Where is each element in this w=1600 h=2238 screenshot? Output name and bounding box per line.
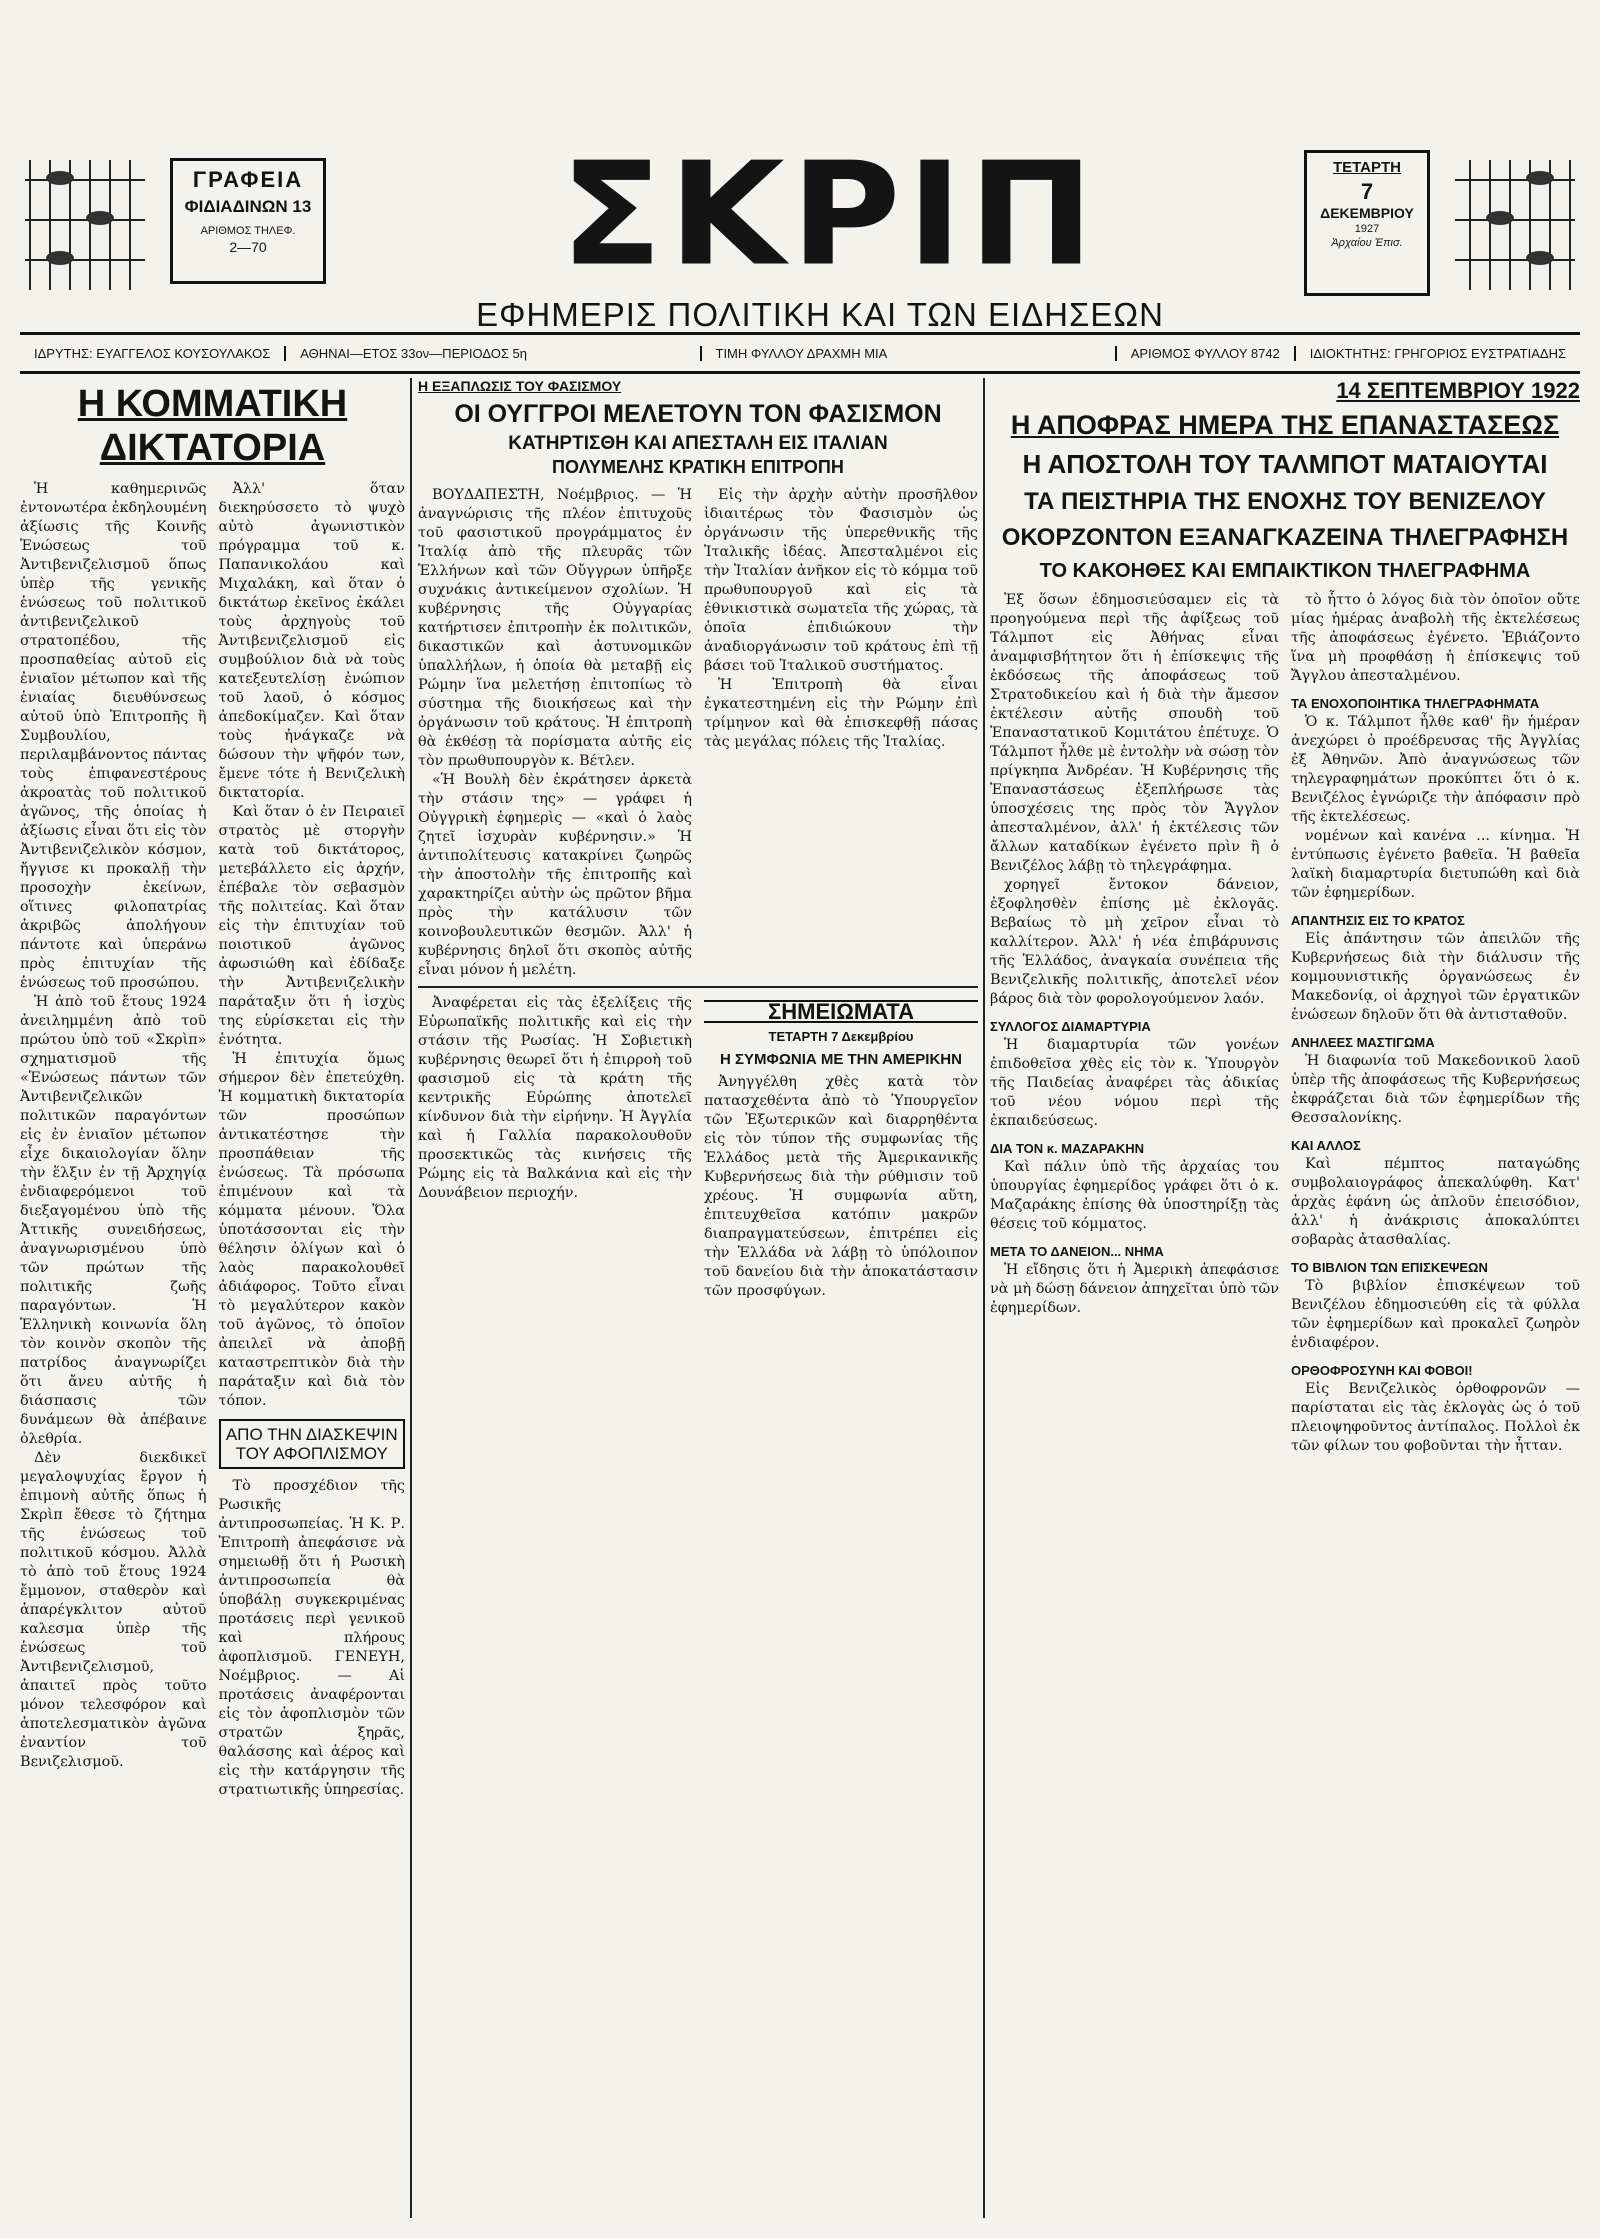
column-left [20,378,405,2218]
column-divider [410,378,412,2218]
article-talbot [990,591,1580,1456]
paragraph: «Ἡ Βουλὴ δὲν ἐκράτησεν ἀρκετὰ τὴν στάσιν της» — γράφει ἡ Οὐγγρικὴ ἐφημερὶς — «καὶ ὁ λαὸς ζητεῖ ἰσχυρὰν κυβέρνησιν.» Ἡ ἀντιπολίτευσις κατακρίνει ζωηρῶς τὴν ἀποστολὴν τῆς ἐπιτροπῆς καὶ χαρακτηρίζει αὐτὴν ὡς πρῶτον βῆμα πρὸς τὴν κατάλυσιν τῶν κοινοβουλευτικῶν θεσμῶν. Ἀλλ' ἡ κυβέρνησις δηλοῖ ὅτι σκοπὸς αὐτῆς εἶναι μόνον ἡ μελέτη. [418,772,692,978]
paragraph: Καὶ πάλιν ὑπὸ τῆς ἀρχαίας του ὑπουργίας ἐφημερίδος γράφει ὅτι ὁ κ. Μαζαράκης ἐπίσης θὰ ὑποστηρίξῃ τὰς θέσεις τοῦ κόμματος. [990,1159,1279,1232]
offices-label: ΓΡΑΦΕΙΑ [192,167,304,192]
subhead-telegrams: ΤΑ ΕΝΟΧΟΠΟΙΗΤΙΚΑ ΤΗΛΕΓΡΑΦΗΜΑΤΑ [1291,696,1540,711]
paragraph: ΒΟΥΔΑΠΕΣΤΗ, Νοέμβριος. — Ἡ ἀναγνώρισις τῆς πλέον ἐπιτυχοῦς τοῦ φασιστικοῦ προγράμματος ἐν Ἰταλίᾳ ἀπὸ τῆς πλευρᾶς τῶν Ἑλλήνων καὶ τῶν Οὔγγρων ὑπῆρξε συχνάκις ἀντικείμενον σχολίων. Ἡ κυβέρνησις τῆς Οὐγγαρίας κατήρτισεν ἐπιτροπὴν ἐκ πολιτικῶν, δικαστικῶν καὶ ἀστυνομικῶν ὑπαλλήλων, ἡ ὁποία θὰ μεταβῇ εἰς Ρώμην ἵνα μελετήσῃ ἐπιτοπίως τὸ σύστημα τῆς διοικήσεως καὶ τὴν ὀργάνωσιν τοῦ κράτους. Ἡ ἐπιτροπὴ θὰ ἐκθέσῃ τὰ πορίσματα αὐτῆς εἰς τὸν πρωθυπουργὸν κ. Βέτλεν. [418,487,692,769]
ornament-lamp-icon [1450,140,1580,300]
newspaper-subtitle: ΕΦΗΜΕΡΙΣ ΠΟΛΙΤΙΚΗ ΚΑΙ ΤΩΝ ΕΙΔΗΣΕΩΝ [476,296,1164,333]
masthead [20,120,1580,333]
paragraph: Καὶ ὅταν ὁ ἐν Πειραιεῖ στρατὸς μὲ στοργὴν κατὰ τοῦ δικτάτορος, μετεβάλλετο εἰς ἀρχήν, ἐπέβαλε τὸν σεβασμὸν τῆς πολιτείας. Καὶ ὅταν εἰς τὴν ἐπιτυχίαν τοῦ ποιοτικοῦ ἀγῶνος ἀφωσιώθη καὶ ἐδίδαξε τὴν Ἀντιβενιζελικὴν παράταξιν ὅτι ἡ ἰσχὺς της εὑρίσκεται εἰς τὴν ἑνότητα. [218,804,405,1048]
disarmament-head-1: ΑΠΟ ΤΗΝ ΔΙΑΣΚΕΨΙΝ [225,1425,398,1444]
ornament-lamp-icon [20,140,150,300]
paragraph: Ἀλλ' ὅταν διεκηρύσσετο τὸ ψυχὸ αὐτὸ ἀγωνιστικὸν πρόγραμμα τοῦ κ. Παπανικολάου καὶ Μιχαλάκη, καὶ ὅταν ὁ δικτάτωρ ἐκεῖνος ἐκάλει τοὺς ἀρχηγοὺς τοῦ Ἀντιβενιζελισμοῦ εἰς συμβούλιον διὰ νὰ τοὺς κατεξευτελίσῃ ἐνώπιον τοῦ λαοῦ, ὁ κόσμος ἀπεδοκίμαζεν. Καὶ ὅταν τοὺς ἠνάγκαζε νὰ δώσουν τὴν ψῆφόν των, ἔμενε τότε ἡ Βενιζελικὴ δικτατορία. [218,481,405,801]
date-head-1922: 14 ΣΕΠΤΕΜΒΡΙΟΥ 1922 [1336,378,1580,403]
subhead-flogging: ΑΝΗΛΕΕΣ ΜΑΣΤΙΓΩΜΑ [1291,1035,1435,1050]
paragraph: Ἡ ἀπὸ τοῦ ἔτους 1924 ἀνειλημμένη ἀπὸ τοῦ πρώτου ὑπὸ τοῦ «Σκρὶπ» σχηματισμοῦ τῆς «Ἑνώσεως πάντων τῶν Ἀντιβενιζελικῶν πολιτικῶν παραγόντων εἰς ἐν ἑνιαῖον μέτωπον εἶχε δικαιολογίαν ὅλην τὴν ἕλξιν ἐν τῇ Ἀρχηγίᾳ ἐνδιαφερόμενοι τοῦ διεξαγομένου ὑπὸ τῆς Ἀττικῆς συνειδήσεως, ἀναγνωρισμένου ὑπὸ τῶν πρώτων τῆς πολιτικῆς ζωῆς παραγόντων. Ἡ Ἑλληνικὴ κοινωνία ὅλη τὸν κοινὸν σκοπὸν τῆς πατρίδος ἀναγνωρίζει ὅτι ἄνευ αὐτῆς ἡ διάσπασις τῶν δυνάμεων θὰ ἀπέβαινε ὀλεθρία. [20,994,207,1447]
section-rule [418,986,978,988]
offices-address: ΦΙΔΙΑΔΙΝΩΝ 13 [184,197,312,216]
headline-revolution: Η ΑΠΟΦΡΑΣ ΗΜΕΡΑ ΤΗΣ ΕΠΑΝΑΣΤΑΣΕΩΣ [1010,410,1560,440]
subhead-commission: ΚΑΤΗΡΤΙΣΘΗ ΚΑΙ ΑΠΕΣΤΑΛΗ ΕΙΣ ΙΤΑΛΙΑΝ [508,433,888,454]
paragraph: χορηγεῖ ἔντοκον δάνειον, ἐξοφλησθὲν ἐπίσης μὲ ἐκλογᾶς. Βεβαίως τὸ μὴ χεῖρον εἶναι τὸ καλλίτερον. Ἀλλ' ἡ νέα ἐπιβάρυνσις τῆς Ἑλλάδος, ἀναγκαία συνέπεια τῆς Βενιζελικῆς πολιτικῆς, ἀποτελεῖ νέον βάρος διὰ τὸν φορολογούμενον λαόν. [990,877,1279,1007]
info-bar [20,332,1580,374]
subhead-orthodoxy: ΟΡΘΟΦΡΟΣΥΝΗ ΚΑΙ ΦΟΒΟΙ! [1291,1363,1473,1378]
paragraph: Ἡ διαμαρτυρία τῶν γονέων ἐπιδοθεῖσα χθὲς εἰς τὸν κ. Ὑπουργὸν τῆς Παιδείας ἀναφέρει τὰς ἀδικίας τοῦ νέου νόμου περὶ τῆς ἐκπαιδεύσεως. [990,1037,1279,1129]
notes-title: ΣΗΜΕΙΩΜΑΤΑ [704,1000,978,1023]
headline-dictatorship: Η ΚΟΜΜΑΤΙΚΗ ΔΙΚΤΑΤΟΡΙΑ [77,383,348,469]
column-middle [418,378,978,2218]
subhead-mazarakis: ΔΙΑ ΤΟΝ κ. ΜΑΖΑΡΑΚΗΝ [990,1141,1145,1156]
date-number: 7 [1360,178,1374,204]
newspaper-logo: ΣΚΡΙΠ [560,132,1100,298]
paragraph: Ἡ εἴδησις ὅτι ἡ Ἀμερικὴ ἀπεφάσισε νὰ μὴ δώσῃ δάνειον ἀπηχεῖται ὑπὸ τῶν ἐφημερίδων. [990,1262,1279,1316]
headline-telegraph: ΟΚΟΡΖΟΝΤΟΝ ΕΞΑΝΑΓΚΑΖΕΙΝΑ ΤΗΛΕΓΡΑΦΗΣΗ [1001,524,1569,551]
phone-label: ΑΡΙΘΜΟΣ ΤΗΛΕΦ. [200,225,296,237]
subhead-state-committee: ΠΟΛΥΜΕΛΗΣ ΚΡΑΤΙΚΗ ΕΠΙΤΡΟΠΗ [552,457,844,477]
subhead-visits-book: ΤΟ ΒΙΒΛΙΟΝ ΤΩΝ ΕΠΙΣΚΕΨΕΩΝ [1291,1260,1488,1275]
article-dictatorship [20,480,405,1800]
column-divider [983,378,985,2218]
subhead-another: ΚΑΙ ΑΛΛΟΣ [1291,1138,1361,1153]
paragraph: Τὸ προσχέδιον τῆς Ρωσικῆς ἀντιπροσωπείας. Ἡ Κ. Ρ. Ἐπιτροπὴ ἀπεφάσισε νὰ σημειωθῇ ὅτι ἡ Ρωσικὴ ἀντιπροσωπεία θὰ ὑποβάλῃ συγκεκριμένας προτάσεις περὶ γενικοῦ καὶ πλήρους ἀφοπλισμοῦ. ΓΕΝΕΥΗ, Νοέμβριος. — Αἱ προτάσεις ἀναφέρονται εἰς τὸν ἀφοπλισμὸν τῶν στρατῶν ξηρᾶς, θαλάσσης καὶ ἀέρος καὶ εἰς τὴν κατάργησιν τῆς στρατιωτικῆς ὑπηρεσίας. [218,1478,405,1798]
paragraph: Εἰς ἀπάντησιν τῶν ἀπειλῶν τῆς Κυβερνήσεως διὰ τὴν διάλυσιν τῆς κομμουνιστικῆς ὀργανώσεως ἐν Μακεδονίᾳ, οἱ ἀρχηγοὶ τῶν ἐργατικῶν ἑνώσεων δηλοῦν ὅτι θὰ ἀντισταθοῦν. [1291,931,1580,1023]
paragraph: Ἀναφέρεται εἰς τὰς ἐξελίξεις τῆς Εὐρωπαϊκῆς πολιτικῆς καὶ εἰς τὴν στάσιν τῆς Ρωσίας. Ἡ Σοβιετικὴ κυβέρνησις θεωρεῖ ὅτι ἡ ἐπιρροὴ τοῦ φασισμοῦ εἰς τὰ κράτη τῆς κεντρικῆς Εὐρώπης ἀποτελεῖ κίνδυνον διὰ τὴν εἰρήνην. Ἡ Ἀγγλία καὶ ἡ Γαλλία παρακολουθοῦν προσεκτικῶς τὰς κινήσεις τῆς Ρώμης εἰς τὰ Βαλκάνια καὶ εἰς τὴν Δουνάβειον περιοχήν. [418,995,692,1201]
headline-malicious: ΤΟ ΚΑΚΟΗΘΕΣ ΚΑΙ ΕΜΠΑΙΚΤΙΚΟΝ ΤΗΛΕΓΡΑΦΗΜΑ [1039,560,1531,582]
column-right [990,378,1580,2218]
price: ΤΙΜΗ ΦΥΛΛΟΥ ΔΡΑΧΜΗ ΜΙΑ [702,346,1117,361]
article-foreign [418,994,978,1301]
headline-venizelos: ΤΑ ΠΕΙΣΤΗΡΙΑ ΤΗΣ ΕΝΟΧΗΣ ΤΟΥ ΒΕΝΙΖΕΛΟΥ [1024,488,1546,515]
paragraph: Ἡ διαφωνία τοῦ Μακεδονικοῦ λαοῦ ὑπὲρ τῆς ἀποφάσεως τῆς Κυβερνήσεως ἐκφράζεται διὰ τῶν ἐφημερίδων τῆς Θεσσαλονίκης. [1291,1053,1580,1126]
place-year: ΑΘΗΝΑΙ—ΕΤΟΣ 33ον—ΠΕΡΙΟΔΟΣ 5η [286,346,701,361]
paragraph: Ἡ ἐπιτυχία ὅμως σήμερον δὲν ἐπετεύχθη. Ἡ κομματικὴ δικτατορία τῶν προσώπων ἀντικατέστησε τὴν προσπάθειαν τῆς ἐνώσεως. Τὰ πρόσωπα ἐπιμένουν καὶ τὰ κόμματα μένουν. Ὅλα ὑποτάσσονται εἰς τὴν θέλησιν ὀλίγων καὶ ὁ λαὸς παρακολουθεῖ ἀδιάφορος. Τοῦτο εἶναι τὸ μεγαλύτερον κακὸν τοῦ ἀγῶνος, τὸ ὁποῖον ἀπειλεῖ νὰ ἀποβῇ καταστρεπτικὸν διὰ τὴν παράταξιν καὶ διὰ τὸν τόπον. [218,1051,405,1409]
disarmament-box [219,1419,406,1469]
date-day: ΤΕΤΑΡΤΗ [1332,159,1402,176]
headline-hungarians: ΟΙ ΟΥΓΓΡΟΙ ΜΕΛΕΤΟΥΝ ΤΟΝ ΦΑΣΙΣΜΟΝ [454,400,942,428]
founder: ΙΔΡΥΤΗΣ: ΕΥΑΓΓΕΛΟΣ ΚΟΥΣΟΥΛΑΚΟΣ [20,346,286,361]
notes-headline: Η ΣΥΜΦΩΝΙΑ ΜΕ ΤΗΝ ΑΜΕΡΙΚΗΝ [720,1051,962,1068]
phone-number: 2—70 [229,239,267,255]
paragraph: Ἀνηγγέλθη χθὲς κατὰ τὸν πατασχεθέντα ἀπὸ τὸ Ὑπουργεῖον τῶν Ἐξωτερικῶν καὶ διαρρηθέντα εἰς τὸν τύπον τῆς συμφωνίας τῆς Ἑλλάδος μετὰ τῆς Ἀμερικανικῆς Κυβερνήσεως διὰ τὴν ρύθμισιν τοῦ χρέους. Ἡ συμφωνία αὕτη, ἐπιτευχθεῖσα κατόπιν μακρῶν διαπραγματεύσεων, ἐπιτρέπει εἰς τὴν Ἑλλάδα νὰ λάβῃ τὸ ὑπόλοιπον τοῦ δανείου διὰ τὴν ἀποκατάστασιν τῶν προσφύγων. [704,1074,978,1299]
headline-talbot: Η ΑΠΟΣΤΟΛΗ ΤΟΥ ΤΑΛΜΠΟΤ ΜΑΤΑΙΟΥΤΑΙ [1022,449,1548,479]
kicker-fascism: Η ΕΞΑΠΛΩΣΙΣ ΤΟΥ ΦΑΣΙΣΜΟΥ [418,378,622,394]
subhead-loan: ΜΕΤΑ ΤΟ ΔΑΝΕΙΟΝ... ΝΗΜΑ [990,1244,1164,1259]
article-hungarians [418,486,978,980]
paragraph: Καὶ πέμπτος παταγώδης συμβολαιογράφος ἀπεκαλύφθη. Κατ' ἀρχὰς ἐφάνη ὡς ἀπλοῦν ἐπεισόδιον, ἀλλ' ἡ ἀνάκρισις ἀποκαλύπτει σοβαρὰς ἀτασθαλίας. [1291,1156,1580,1248]
date-year: 1927 [1354,222,1380,235]
paragraph: Τὸ βιβλίον ἐπισκέψεων τοῦ Βενιζέλου ἐδημοσιεύθη εἰς τὰ φύλλα τῶν ἐφημερίδων καὶ προκαλεῖ ζωηρὸν ἐνδιαφέρον. [1291,1278,1580,1351]
date-box [1304,150,1430,296]
offices-box [170,158,326,284]
owner: ΙΔΙΟΚΤΗΤΗΣ: ΓΡΗΓΟΡΙΟΣ ΕΥΣΤΡΑΤΙΑΔΗΣ [1309,345,1567,361]
subhead-reply: ΑΠΑΝΤΗΣΙΣ ΕΙΣ ΤΟ ΚΡΑΤΟΣ [1291,913,1465,928]
paragraph: νομένων καὶ κανένα ... κίνημα. Ἡ ἐντύπωσις ἐγένετο βαθεῖα. Ἡ βαθεῖα λαϊκὴ διαμαρτυρία διετυπώθη καὶ διὰ τῶν ἐφημερίδων. [1291,828,1580,901]
paragraph: Εἰς Βενιζελικὸς ὀρθοφρονῶν — παρίσταται εἰς τὰς ἐκλογὰς ὡς ὁ τοῦ πλειοψηφοῦντος ἀντίπαλος. Πολλοὶ ἐκ τῶν φίλων του φοβοῦνται τὴν ἧτταν. [1291,1381,1580,1454]
issue-number: ΑΡΙΘΜΟΣ ΦΥΛΛΟΥ 8742 [1117,346,1296,361]
paragraph: Ἡ Ἐπιτροπὴ θὰ εἶναι ἐγκατεστημένη εἰς τὴν Ρώμην ἐπὶ τρίμηνον καὶ θὰ ἐπισκεφθῇ πάσας τὰς μεγάλας πόλεις τῆς Ἰταλίας. [704,677,978,750]
notes-date: ΤΕΤΑΡΤΗ 7 Δεκεμβρίου [768,1029,914,1044]
paragraph: Εἰς τὴν ἀρχὴν αὐτὴν προσῆλθον ἰδιαιτέρως τὸν Φασισμὸν ὡς ὀργάνωσιν τῆς ὑπερεθνικῆς τῆς Ἰταλικῆς ἰδέας. Ἀπεσταλμένοι εἰς τὴν Ἰταλίαν ἀνῆκον εἰς τὸ κόμμα τοῦ πρωθυπουργοῦ καὶ εἰς τὰ ἐθνικιστικὰ σωματεῖα τῆς χώρας, τὰ ὁποῖα ἐπιδιώκουν τὴν ἀναδιοργάνωσιν τοῦ κράτους ἐπὶ τῇ βάσει τοῦ Ἰταλικοῦ συστήματος. [704,487,978,674]
subhead-protest: ΣΥΛΛΟΓΟΣ ΔΙΑΜΑΡΤΥΡΙΑ [990,1019,1151,1034]
paragraph: τὸ ἧττο ὁ λόγος διὰ τὸν ὁποῖον οὔτε μίας ἡμέρας ἀναβολὴ τῆς ἐκτελέσεως τῆς ἀποφάσεως ἐγένετο. Ἐβιάζοντο ἵνα μὴ προφθάσῃ ἡ ἐπίσκεψις τοῦ Ἄγγλου ἀπεσταλμένου. [1291,592,1580,684]
paragraph: Δὲν διεκδικεῖ μεγαλοψυχίας ἔργον ἡ ἐπιμονὴ αὐτῆς ὅπως ἡ Σκρὶπ ἔθεσε τὸ ζήτημα τῆς ἑνώσεως τοῦ πολιτικοῦ κόσμου. Ἀλλὰ τὸ ἀπὸ τοῦ ἔτους 1924 ἔμμονον, σταθερὸν καὶ ἀπαρέγκλιτον αὐτοῦ καλεσμα ὑπὲρ τῆς ἑνώσεως τοῦ Ἀντιβενιζελισμοῦ, ἀπαιτεῖ πρὸς τοῦτο μόνον τελεσφόρον καὶ ἀποτελεσματικὸν ἀγῶνα ἐναντίον τοῦ Βενιζελισμοῦ. [20,1450,207,1770]
paragraph: Ἐξ ὅσων ἐδημοσιεύσαμεν εἰς τὰ προηγούμενα περὶ τῆς ἀφίξεως τοῦ Τάλμποτ εἰς Ἀθήνας εἶναι ἀναμφισβήτητον ὅτι ἡ ἐπίσκεψις τῆς ἐκδόσεως τῆς ἀποφάσεως τοῦ Στρατοδικείου καὶ ἡ διὰ τὴν ἄμεσον ἐκτέλεσιν αὐτῆς σπουδὴ τοῦ Ἐπαναστατικοῦ Κομιτάτου ἐπέτυχε. Ὁ Τάλμποτ ἦλθε μὲ ἐντολὴν νὰ σώσῃ τὸν πρίγκηπα Ἀνδρέαν. Ἡ Κυβέρνησις τῆς Ἐπαναστάσεως ἐξεπλήρωσε τὰς ὑποσχέσεις της πρὸς τὸν Ἄγγλον ἀπεσταλμένον, ἀλλ' ἡ ἐκτέλεσις τῶν ἄλλων καταδίκων ἐγένετο πρὶν ἢ ὁ Βενιζέλος λάβῃ τὸ τηλεγράφημα. [990,592,1279,874]
paragraph: Ὁ κ. Τάλμποτ ἦλθε καθ' ἣν ἡμέραν ἀνεχώρει ὁ προέδρευσας τῆς Ἀγγλίας ἐξ Ἀθηνῶν. Ἀπὸ ἀναγνώσεως τῶν τηλεγραφημάτων προκύπτει ὅτι ὁ κ. Βενιζέλος ἐγνώριζε τὴν ἀπόφασιν πρὸ τῆς ἐκτελέσεως. [1291,714,1580,825]
date-note: Ἀρχαίου Ἐπισ. [1331,236,1403,249]
disarmament-head-2: ΤΟΥ ΑΦΟΠΛΙΣΜΟΥ [235,1444,388,1463]
date-month: ΔΕΚΕΜΒΡΙΟΥ [1320,205,1414,222]
paragraph: Ἡ καθημερινῶς ἐντονωτέρα ἐκδηλουμένη ἀξίωσις τῆς Κοινῆς Ἑνώσεως τοῦ Ἀντιβενιζελισμοῦ ὅπως ὑπὲρ τῆς γενικῆς ἑνώσεως τοῦ πολιτικοῦ ἀντιβενιζελικοῦ στρατοπέδου, τῆς προσπαθείας αὐτοῦ εἰς ἐνιαῖον μέτωπον καὶ τῆς ἑνιαίας διευθύνσεως αὐτοῦ ὑπὸ Ἐπιτροπῆς ἢ Συμβουλίου, περιλαμβάνοντος πάντας τοὺς ἐπιφανεστέρους ἀκροατὰς τοῦ πολιτικοῦ ἀγῶνος, τῆς ὁποίας ἡ ἀξίωσις εἶναι ὅτι εἰς τὸν Ἀντιβενιζελικὸν κόσμον, ἤγγισε κι προκαλῇ τὴν προσοχὴν ἐκείνων, οἵτινες φιλοπατρίας ἀκριβῶς ἀπολήγουν πάντοτε καὶ ὑπεράνω πρὸς ἐπιτυχίαν τῆς ἑνώσεως τοῦ προσώπου. [20,481,207,991]
